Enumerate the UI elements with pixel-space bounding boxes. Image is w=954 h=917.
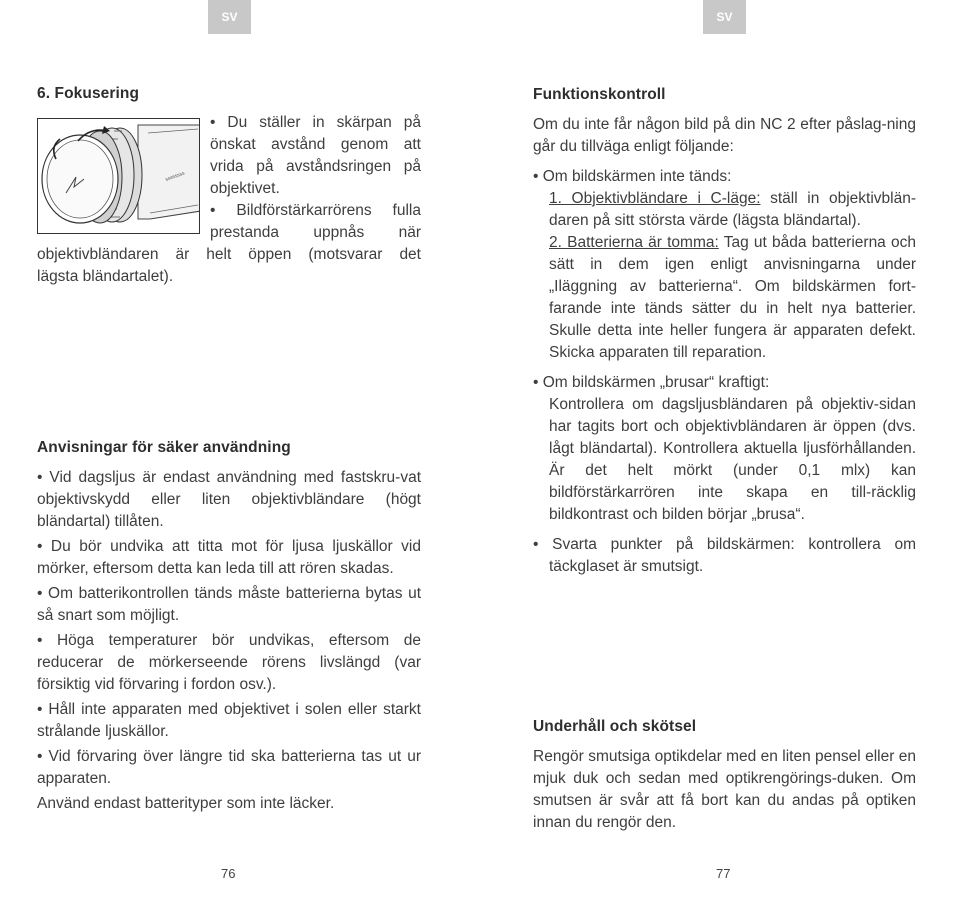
function-intro: Om du inte får någon bild på din NC 2 efter påslag-ning går du tillväga enligt följande: [533, 116, 916, 155]
focus-continued-line-2: lägsta bländartalet). [37, 268, 174, 285]
care-heading: Underhåll och skötsel [533, 718, 697, 735]
language-tab-left: SV [208, 0, 251, 34]
safety-item: • Höga temperaturer bör undvikas, eftersom de reducerar de mörkerseende rörens livslängd (var försiktig vid förvaring i fordon osv.). [37, 632, 421, 693]
function-check-section [533, 114, 916, 578]
focus-line-1: • Du ställer in skärpan på [210, 114, 421, 131]
safety-heading: Anvisningar för säker användning [37, 439, 291, 456]
screen-dark-bullet: • Om bildskärmen inte tänds: [533, 168, 732, 185]
care-text: Rengör smutsiga optikdelar med en liten pensel eller en mjuk duk och sedan med optikrengörings-duken. Om smutsen är svår att få bort kan du andas på optiken innan du rengör den. [533, 748, 916, 831]
focus-text-beside-figure [210, 112, 421, 244]
fix-item-2-label: 2. Batterierna är tomma: [549, 234, 719, 251]
function-check-heading: Funktionskontroll [533, 86, 666, 103]
fix-item-1-text: ställ in objektivblän-daren på sitt största värde (lägsta bländartal). [549, 190, 916, 229]
safety-item: • Om batterikontrollen tänds måste batterierna bytas ut så snart som möjligt. [37, 585, 421, 624]
svg-text:ssssssss: ssssssss [164, 170, 186, 183]
fix-item-1 [533, 188, 916, 232]
focus-line-4: objektivet. [210, 180, 280, 197]
focus-line-6: prestanda uppnås när [210, 224, 421, 241]
safety-item: • Håll inte apparaten med objektivet i solen eller starkt strålande ljuskällor. [37, 701, 421, 740]
noise-bullet: • Om bildskärmen „brusar“ kraftigt: [533, 374, 770, 391]
fix-item-1-label: 1. Objektivbländare i C-läge: [549, 190, 761, 207]
focus-continued-line-1: objektivbländaren är helt öppen (motsvarar det [37, 246, 421, 263]
page-number-left: 76 [221, 866, 236, 881]
fix-item-2 [533, 232, 916, 364]
focus-line-3: vrida på avståndsringen på [210, 158, 421, 175]
focus-heading: 6. Fokusering [37, 85, 140, 102]
safety-item: • Vid dagsljus är endast användning med fastskru-vat objektivskydd eller liten objektivbländare (högt bländartal) tillåten. [37, 469, 421, 530]
noise-text: Kontrollera om dagsljusbländaren på objektiv-sidan har tagits bort och objektivbländaren är öppen (dvs. lågt bländartal). Kontrollera aktuella ljusförhållanden. Är det helt mörkt (under 0,1 mlx) kan bildförstärkarrören inte skapa en till-räcklig bildkontrast och bilden börjar „brusa“. [549, 396, 916, 523]
spots-bullet: • Svarta punkter på bildskärmen: kontrollera om täckglaset är smutsigt. [533, 536, 916, 575]
care-section [533, 746, 916, 834]
safety-item: • Vid förvaring över längre tid ska batterierna tas ut ur apparaten. [37, 748, 421, 787]
lens-focus-illustration [37, 118, 200, 234]
safety-note: Använd endast batterityper som inte läcker. [37, 795, 335, 812]
language-tab-right: SV [703, 0, 746, 34]
fix-item-2-text: Tag ut båda batterierna och sätt in dem igen enligt anvisningarna under „Iläggning av batterierna“. Om bildskärmen fort-farande inte tänds sätter du in helt nya batterier. Skulle detta inte heller fungera är apparaten defekt. Skicka apparaten till reparation. [549, 234, 916, 361]
focus-text-below-figure [37, 244, 421, 288]
focus-line-2: önskat avstånd genom att [210, 136, 421, 153]
safety-item: • Du bör undvika att titta mot för ljusa ljuskällor vid mörker, eftersom detta kan leda till att rören skadas. [37, 538, 421, 577]
page-number-right: 77 [716, 866, 731, 881]
safety-list [37, 467, 421, 815]
focus-line-5: • Bildförstärkarrörens fulla [210, 202, 421, 219]
lens-focus-drawing [38, 119, 200, 234]
